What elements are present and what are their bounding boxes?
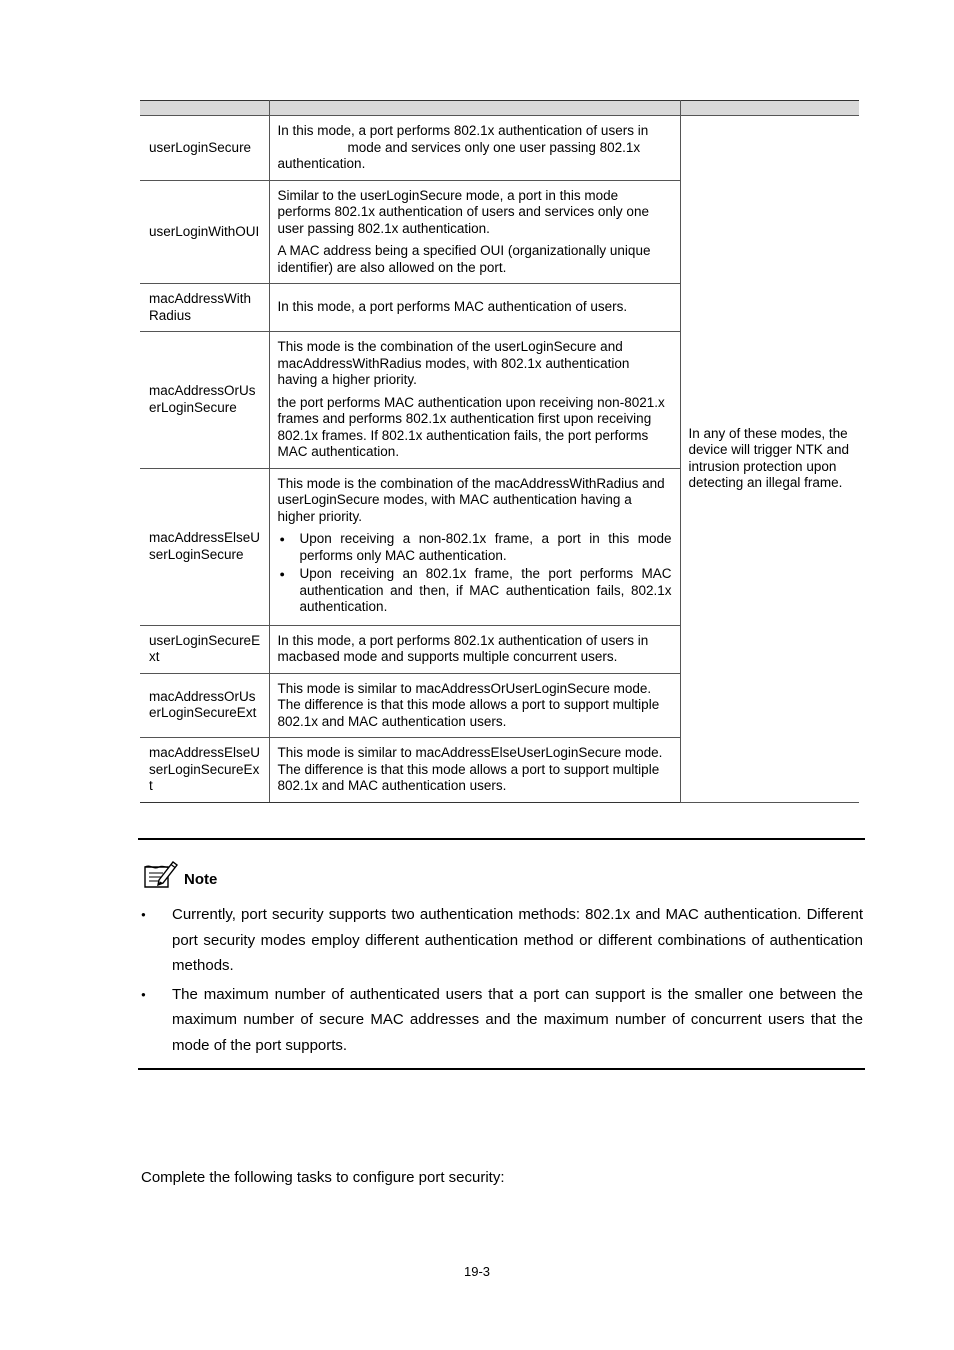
mode-description: In this mode, a port performs 802.1x authentication of users in mode and services only one user passing 802.1x authentication. [269, 116, 680, 181]
mode-name: userLoginSecureExt [140, 625, 269, 673]
note-label: Note [184, 871, 218, 888]
table-row [140, 116, 859, 181]
list-item: ● Upon receiving an 802.1x frame, the port performs MAC authentication and then, if MAC authentication fails, 802.1x authentication. [278, 566, 672, 616]
configuration-intro: Complete the following tasks to configure port security: [141, 1169, 505, 1186]
note-box [138, 838, 865, 1070]
mode-bullet-list [278, 531, 672, 616]
mode-name: macAddressWithRadius [140, 284, 269, 332]
mode-description: This mode is similar to macAddressElseUserLoginSecure mode. The difference is that this mode allows a port to support multiple 802.1x and MAC authentication users. [269, 738, 680, 803]
mode-name: userLoginSecure [140, 116, 269, 181]
list-item: ● The maximum number of authenticated users that a port can support is the smaller one between the maximum number of secure MAC addresses and the maximum number of concurrent users that the mode of the port supports. [138, 982, 863, 1059]
table-header-row [140, 101, 859, 116]
header-mode [140, 101, 269, 116]
mode-name: macAddressOrUserLoginSecureExt [140, 673, 269, 738]
mode-description: In this mode, a port performs MAC authentication of users. [269, 284, 680, 332]
note-heading [142, 858, 217, 890]
mode-name: macAddressOrUserLoginSecure [140, 332, 269, 469]
mode-name: userLoginWithOUI [140, 180, 269, 284]
mode-description: In this mode, a port performs 802.1x authentication of users in macbased mode and supports multiple concurrent users. [269, 625, 680, 673]
mode-effect: In any of these modes, the device will trigger NTK and intrusion protection upon detecting an illegal frame. [680, 116, 859, 803]
note-list [138, 902, 863, 1061]
mode-description: This mode is the combination of the macAddressWithRadius and userLoginSecure modes, with MAC authentication having a higher priority. ● Upon receiving a non-802.1x frame, a port in this mode performs only MAC authentication. ● Upon receiving an 802.1x frame, the port performs MAC authentication and then, if MAC authentication fails, 802.1x authentication. [269, 468, 680, 625]
header-description [269, 101, 680, 116]
header-effect [680, 101, 859, 116]
mode-name: macAddressElseUserLoginSecureExt [140, 738, 269, 803]
mode-description: Similar to the userLoginSecure mode, a port in this mode performs 802.1x authentication of users and services only one user passing 802.1x authentication. A MAC address being a specified OUI (organizationally unique identifier) are also allowed on the port. [269, 180, 680, 284]
mode-name: macAddressElseUserLoginSecure [140, 468, 269, 625]
port-security-mode-table [140, 100, 859, 803]
list-item: ● Currently, port security supports two authentication methods: 802.1x and MAC authentication. Different port security modes employ different authentication method or different combinations of authentication methods. [138, 902, 863, 979]
note-pencil-icon [142, 858, 180, 890]
mode-description: This mode is similar to macAddressOrUserLoginSecure mode. The difference is that this mode allows a port to support multiple 802.1x and MAC authentication users. [269, 673, 680, 738]
mode-description: This mode is the combination of the userLoginSecure and macAddressWithRadius modes, with 802.1x authentication having a higher priority. the port performs MAC authentication upon receiving non-8021.x frames and performs 802.1x authentication first upon receiving 802.1x frames. If 802.1x authentication fails, the port performs MAC authentication. [269, 332, 680, 469]
page-number: 19-3 [463, 1264, 491, 1279]
list-item: ● Upon receiving a non-802.1x frame, a port in this mode performs only MAC authentication. [278, 531, 672, 564]
